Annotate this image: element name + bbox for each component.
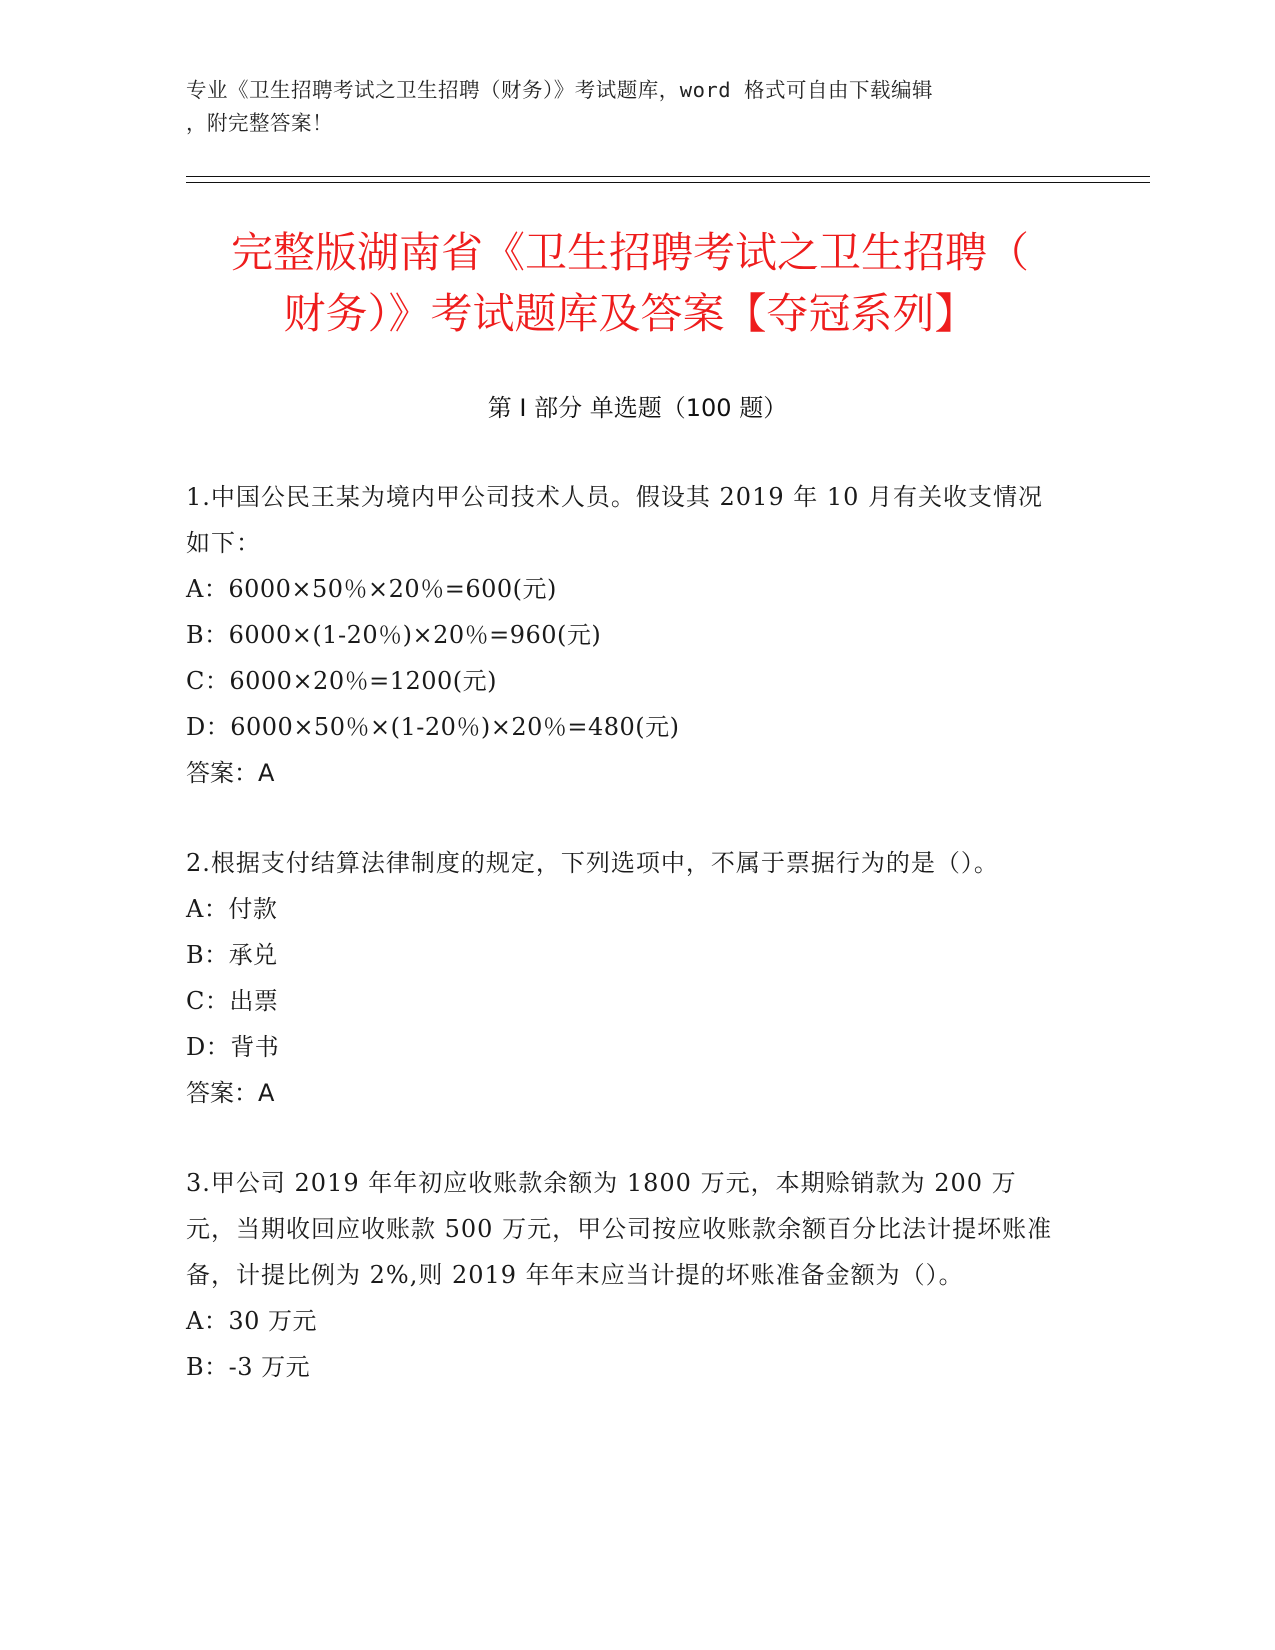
answer: 答案：A: [186, 1079, 275, 1107]
header-note: [186, 74, 1076, 140]
option-a: A：付款: [186, 895, 278, 923]
answer: 答案：A: [186, 759, 275, 787]
header-note-line2: ，附完整答案！: [186, 111, 333, 135]
page-title-line2: 财务）》考试题库及答案【夺冠系列】: [283, 289, 977, 338]
header-rule-top: [186, 176, 1150, 177]
header-rule-bottom: [186, 182, 1150, 183]
question-list: [186, 474, 1066, 1434]
option-d: D：6000×50％×(1-20％)×20％=480(元): [186, 713, 680, 741]
page-title: [170, 222, 1090, 344]
header-note-line1: 专业《卫生招聘考试之卫生招聘（财务）》考试题库，word 格式可自由下载编辑: [186, 78, 933, 102]
option-b: B：-3 万元: [186, 1353, 311, 1381]
option-c: C：6000×20％=1200(元): [186, 667, 498, 695]
question-2: [186, 840, 1066, 1116]
question-3: [186, 1160, 1066, 1390]
option-a: A：30 万元: [186, 1307, 317, 1335]
option-c: C：出票: [186, 987, 279, 1015]
section-heading: 第 I 部分 单选题（100 题）: [487, 394, 788, 422]
option-d: D：背书: [186, 1033, 280, 1061]
question-1: [186, 474, 1066, 796]
option-b: B：承兑: [186, 941, 278, 969]
page-title-line1: 完整版湖南省《卫生招聘考试之卫生招聘（: [230, 228, 1029, 277]
question-stem: 1.中国公民王某为境内甲公司技术人员。假设其 2019 年 10 月有关收支情况如下：: [186, 483, 1044, 557]
option-a: A：6000×50％×20％=600(元): [186, 575, 557, 603]
option-b: B：6000×(1-20％)×20％=960(元): [186, 621, 602, 649]
question-stem: 2.根据支付结算法律制度的规定，下列选项中，不属于票据行为的是（）。: [186, 849, 999, 877]
question-stem: 3.甲公司 2019 年年初应收账款余额为 1800 万元，本期赊销款为 200 万元，当期收回应收账款 500 万元，甲公司按应收账款余额百分比法计提坏账准备，计提比例为 2%,则 2019 年年末应当计提的坏账准备金额为（）。: [186, 1169, 1053, 1289]
